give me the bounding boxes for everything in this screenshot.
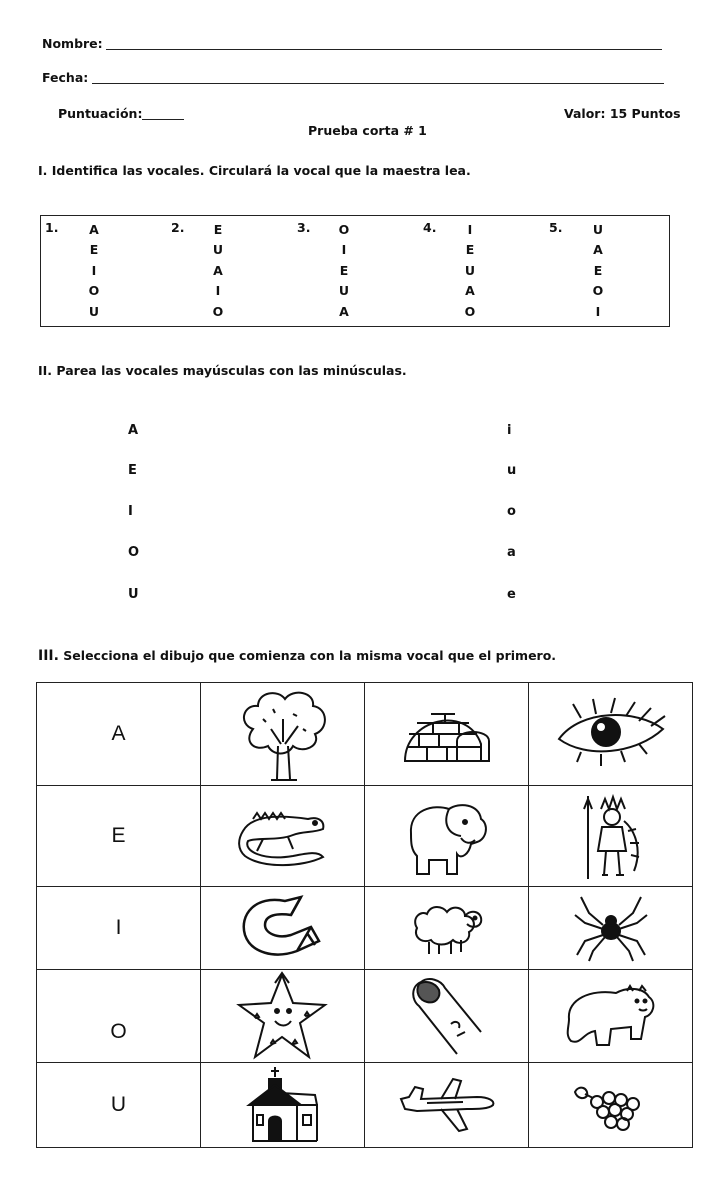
vowel-option[interactable]: O [212,303,224,319]
group-number: 4. [423,220,437,235]
vowel-option[interactable]: U [338,283,350,299]
lowercase-vowel[interactable]: o [507,504,516,519]
picture-cell[interactable] [529,970,693,1063]
name-line[interactable] [106,36,662,50]
vowel-option[interactable]: U [592,222,604,237]
section3-numeral: III. [38,648,59,664]
picture-table [36,682,693,1148]
section2-instruction: II. Parea las vocales mayúsculas con las minúsculas. [38,363,407,378]
vowel-option[interactable]: I [341,242,347,258]
vowel-option[interactable]: A [465,283,475,299]
table-row [37,1063,693,1148]
section3-text: Selecciona el dibujo que comienza con la misma vocal que el primero. [58,648,557,663]
eye-icon [551,694,671,774]
group-number: 3. [297,220,311,235]
picture-cell[interactable] [365,887,529,970]
vowel-option[interactable]: U [212,242,224,258]
vowel-option[interactable]: U [464,262,476,278]
score-line[interactable] [142,106,184,120]
vowel-option[interactable]: I [215,283,221,299]
section1-instruction: I. Identifica las vocales. Circulará la vocal que la maestra lea. [38,163,471,178]
section3-instruction [38,648,556,664]
church-icon [245,1065,320,1145]
page-title: Prueba corta # 1 [308,123,427,138]
magnet-icon [235,893,330,963]
name-label: Nombre: [42,36,103,51]
picture-cell[interactable] [529,786,693,887]
vowel-option[interactable]: I [91,262,97,278]
spider-icon [571,893,651,963]
vowel-option[interactable]: E [339,262,349,278]
table-row [37,683,693,786]
uppercase-vowel[interactable]: O [128,545,140,560]
picture-cell[interactable] [365,786,529,887]
group-number: 2. [171,220,185,235]
vowel-option[interactable]: A [89,222,99,237]
vowel-option[interactable]: O [592,283,604,299]
date-label: Fecha: [42,70,89,85]
grapes-icon [571,1078,651,1133]
vowel-box [40,215,670,327]
tree-icon [233,684,333,784]
row-letter: U [37,1063,201,1148]
lowercase-vowel[interactable]: u [507,463,517,478]
picture-cell[interactable] [365,1063,529,1148]
table-row [37,970,693,1063]
lowercase-vowel[interactable]: i [507,423,512,438]
vowel-option[interactable]: E [465,242,475,258]
elephant-icon [399,794,494,879]
lowercase-vowel[interactable]: a [507,545,516,560]
row-letter: O [37,970,201,1063]
picture-cell[interactable] [201,970,365,1063]
vowel-option[interactable]: O [338,222,350,237]
row-letter: E [37,786,201,887]
score-label: Puntuación: [58,106,143,121]
iguana-icon [233,801,333,871]
fingernail-icon [407,974,487,1059]
vowel-option[interactable]: U [88,303,100,319]
vowel-option[interactable]: I [595,303,601,319]
group-number: 1. [45,220,59,235]
uppercase-vowel[interactable]: A [128,423,139,438]
row-letter: I [37,887,201,970]
uppercase-vowel[interactable]: U [128,587,139,602]
vowel-option[interactable]: E [89,242,99,258]
igloo-icon [397,699,497,769]
picture-cell[interactable] [365,683,529,786]
picture-cell[interactable] [529,1063,693,1148]
bear-icon [561,979,661,1054]
vowel-option[interactable]: A [339,303,349,319]
picture-cell[interactable] [201,786,365,887]
uppercase-vowel[interactable]: I [128,504,133,519]
lowercase-vowel[interactable]: e [507,587,516,602]
vowel-option[interactable]: A [593,242,603,258]
picture-cell[interactable] [201,887,365,970]
picture-cell[interactable] [529,887,693,970]
native-figure-icon [576,791,646,881]
star-icon [235,971,330,1061]
vowel-option[interactable]: E [593,262,603,278]
table-row [37,786,693,887]
picture-cell[interactable] [201,1063,365,1148]
uppercase-vowel[interactable]: E [128,463,137,478]
sheep-icon [407,898,487,958]
vowel-option[interactable]: O [464,303,476,319]
value-label: Valor: 15 Puntos [564,106,681,121]
vowel-option[interactable]: O [88,283,100,299]
vowel-option[interactable]: E [213,222,223,237]
picture-cell[interactable] [201,683,365,786]
picture-cell[interactable] [365,970,529,1063]
vowel-option[interactable]: I [467,222,473,237]
table-row [37,887,693,970]
date-line[interactable] [92,70,664,84]
vowel-option[interactable]: A [213,262,223,278]
airplane-icon [397,1075,497,1135]
picture-cell[interactable] [529,683,693,786]
row-letter: A [37,683,201,786]
group-number: 5. [549,220,563,235]
